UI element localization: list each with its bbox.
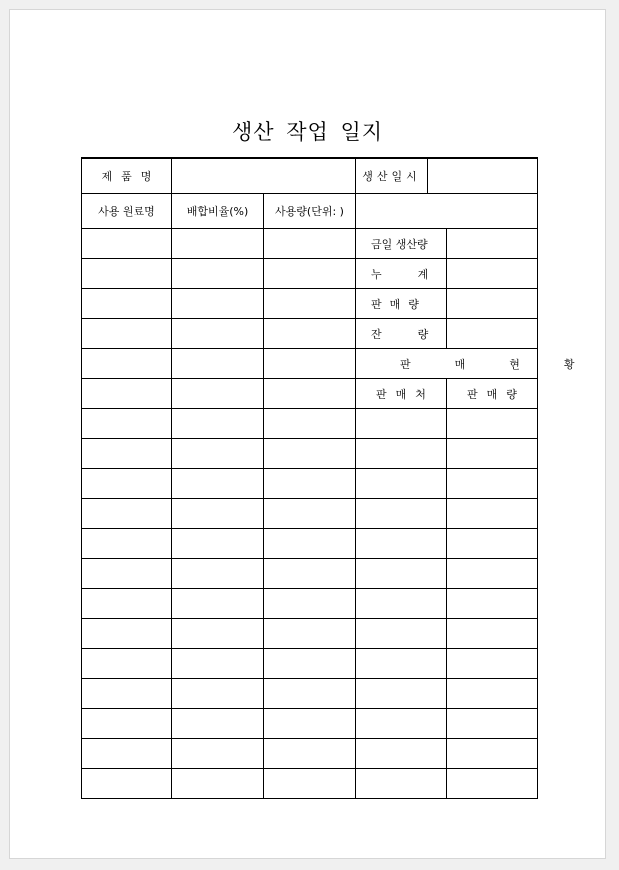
sales-volume-cell[interactable] bbox=[447, 409, 538, 439]
usage-cell[interactable] bbox=[264, 289, 356, 319]
sales-volume-cell[interactable] bbox=[447, 529, 538, 559]
usage-header: 사용량(단위: ) bbox=[264, 194, 356, 229]
usage-cell[interactable] bbox=[264, 649, 356, 679]
sales-volume-cell[interactable] bbox=[447, 679, 538, 709]
product-name-field[interactable] bbox=[172, 158, 356, 194]
mix-ratio-cell[interactable] bbox=[172, 499, 264, 529]
seller-cell[interactable] bbox=[356, 679, 447, 709]
table-row bbox=[82, 679, 538, 709]
seller-cell[interactable] bbox=[356, 409, 447, 439]
usage-cell[interactable] bbox=[264, 709, 356, 739]
table-row bbox=[82, 739, 538, 769]
usage-cell[interactable] bbox=[264, 439, 356, 469]
sales-volume-cell[interactable] bbox=[447, 439, 538, 469]
header-row bbox=[82, 158, 538, 194]
material-name-cell[interactable] bbox=[82, 739, 172, 769]
material-name-header: 사용 원료명 bbox=[82, 194, 172, 229]
product-name-label: 제품명 bbox=[82, 158, 172, 194]
mix-ratio-cell[interactable] bbox=[172, 259, 264, 289]
seller-cell[interactable] bbox=[356, 649, 447, 679]
table-row bbox=[82, 439, 538, 469]
sales-status-title: 판매현황 bbox=[356, 349, 538, 379]
table-row bbox=[82, 259, 538, 289]
sales-volume-cell[interactable] bbox=[447, 619, 538, 649]
table-row bbox=[82, 469, 538, 499]
sales-volume-label: 판매량 bbox=[356, 289, 447, 319]
usage-cell[interactable] bbox=[264, 469, 356, 499]
material-name-cell[interactable] bbox=[82, 349, 172, 379]
seller-cell[interactable] bbox=[356, 469, 447, 499]
usage-cell[interactable] bbox=[264, 319, 356, 349]
production-date-field[interactable] bbox=[428, 158, 538, 194]
sales-volume-cell[interactable] bbox=[447, 739, 538, 769]
usage-cell[interactable] bbox=[264, 349, 356, 379]
usage-cell[interactable] bbox=[264, 229, 356, 259]
cumulative-label: 누계 bbox=[356, 259, 447, 289]
document-title: 생산 작업 일지 bbox=[231, 120, 384, 144]
material-name-cell[interactable] bbox=[82, 619, 172, 649]
mix-ratio-cell[interactable] bbox=[172, 529, 264, 559]
blank-header-cell bbox=[356, 194, 538, 229]
today-production-value[interactable] bbox=[447, 229, 538, 259]
table-row bbox=[82, 229, 538, 259]
sales-volume-cell[interactable] bbox=[447, 709, 538, 739]
seller-cell[interactable] bbox=[356, 589, 447, 619]
seller-cell[interactable] bbox=[356, 619, 447, 649]
mix-ratio-cell[interactable] bbox=[172, 229, 264, 259]
mix-ratio-cell[interactable] bbox=[172, 409, 264, 439]
mix-ratio-cell[interactable] bbox=[172, 379, 264, 409]
table-row bbox=[82, 499, 538, 529]
usage-cell[interactable] bbox=[264, 739, 356, 769]
sales-volume-header: 판매량 bbox=[447, 379, 538, 409]
material-name-cell[interactable] bbox=[82, 679, 172, 709]
seller-cell[interactable] bbox=[356, 559, 447, 589]
seller-cell[interactable] bbox=[356, 709, 447, 739]
mix-ratio-cell[interactable] bbox=[172, 739, 264, 769]
mix-ratio-cell[interactable] bbox=[172, 559, 264, 589]
mix-ratio-cell[interactable] bbox=[172, 469, 264, 499]
remaining-label: 잔량 bbox=[356, 319, 447, 349]
material-name-cell[interactable] bbox=[82, 319, 172, 349]
seller-header: 판매처 bbox=[356, 379, 447, 409]
material-name-cell[interactable] bbox=[82, 769, 172, 799]
material-name-cell[interactable] bbox=[82, 409, 172, 439]
usage-cell[interactable] bbox=[264, 529, 356, 559]
mix-ratio-cell[interactable] bbox=[172, 589, 264, 619]
table-row bbox=[82, 409, 538, 439]
sales-volume-cell[interactable] bbox=[447, 589, 538, 619]
material-name-cell[interactable] bbox=[82, 379, 172, 409]
table-row bbox=[82, 349, 538, 379]
table-row bbox=[82, 319, 538, 349]
usage-cell[interactable] bbox=[264, 379, 356, 409]
usage-cell[interactable] bbox=[264, 589, 356, 619]
mix-ratio-cell[interactable] bbox=[172, 649, 264, 679]
table-row bbox=[82, 709, 538, 739]
usage-cell[interactable] bbox=[264, 619, 356, 649]
table-row bbox=[82, 619, 538, 649]
material-name-cell[interactable] bbox=[82, 229, 172, 259]
seller-cell[interactable] bbox=[356, 739, 447, 769]
production-log-table bbox=[81, 157, 619, 799]
material-name-cell[interactable] bbox=[82, 469, 172, 499]
mix-ratio-cell[interactable] bbox=[172, 349, 264, 379]
mix-ratio-cell[interactable] bbox=[172, 439, 264, 469]
material-name-cell[interactable] bbox=[82, 709, 172, 739]
mix-ratio-cell[interactable] bbox=[172, 679, 264, 709]
usage-cell[interactable] bbox=[264, 259, 356, 289]
material-name-cell[interactable] bbox=[82, 439, 172, 469]
mix-ratio-cell[interactable] bbox=[172, 769, 264, 799]
material-name-cell[interactable] bbox=[82, 259, 172, 289]
mix-ratio-cell[interactable] bbox=[172, 709, 264, 739]
mix-ratio-cell[interactable] bbox=[172, 289, 264, 319]
material-name-cell[interactable] bbox=[82, 529, 172, 559]
usage-cell[interactable] bbox=[264, 679, 356, 709]
sales-volume-cell[interactable] bbox=[447, 499, 538, 529]
material-name-cell[interactable] bbox=[82, 649, 172, 679]
mix-ratio-header: 배합비율(%) bbox=[172, 194, 264, 229]
material-name-cell[interactable] bbox=[82, 559, 172, 589]
sales-volume-cell[interactable] bbox=[447, 469, 538, 499]
usage-cell[interactable] bbox=[264, 499, 356, 529]
document-page bbox=[9, 9, 619, 859]
seller-cell[interactable] bbox=[356, 769, 447, 799]
table-row bbox=[82, 589, 538, 619]
column-header-row bbox=[82, 194, 538, 229]
usage-cell[interactable] bbox=[264, 409, 356, 439]
sales-volume-value[interactable] bbox=[447, 289, 538, 319]
today-production-label: 금일 생산량 bbox=[356, 229, 447, 259]
production-date-label: 생산일시 bbox=[356, 158, 428, 194]
table-row bbox=[82, 289, 538, 319]
seller-cell[interactable] bbox=[356, 529, 447, 559]
sales-volume-cell[interactable] bbox=[447, 769, 538, 799]
seller-cell[interactable] bbox=[356, 439, 447, 469]
material-name-cell[interactable] bbox=[82, 289, 172, 319]
mix-ratio-cell[interactable] bbox=[172, 319, 264, 349]
sales-volume-cell[interactable] bbox=[447, 559, 538, 589]
seller-cell[interactable] bbox=[356, 499, 447, 529]
table-row bbox=[82, 379, 538, 409]
mix-ratio-cell[interactable] bbox=[172, 619, 264, 649]
usage-cell[interactable] bbox=[264, 769, 356, 799]
table-row bbox=[82, 559, 538, 589]
sales-volume-cell[interactable] bbox=[447, 649, 538, 679]
material-name-cell[interactable] bbox=[82, 589, 172, 619]
table-row bbox=[82, 529, 538, 559]
table-row bbox=[82, 769, 538, 799]
usage-cell[interactable] bbox=[264, 559, 356, 589]
table-row bbox=[82, 649, 538, 679]
material-name-cell[interactable] bbox=[82, 499, 172, 529]
